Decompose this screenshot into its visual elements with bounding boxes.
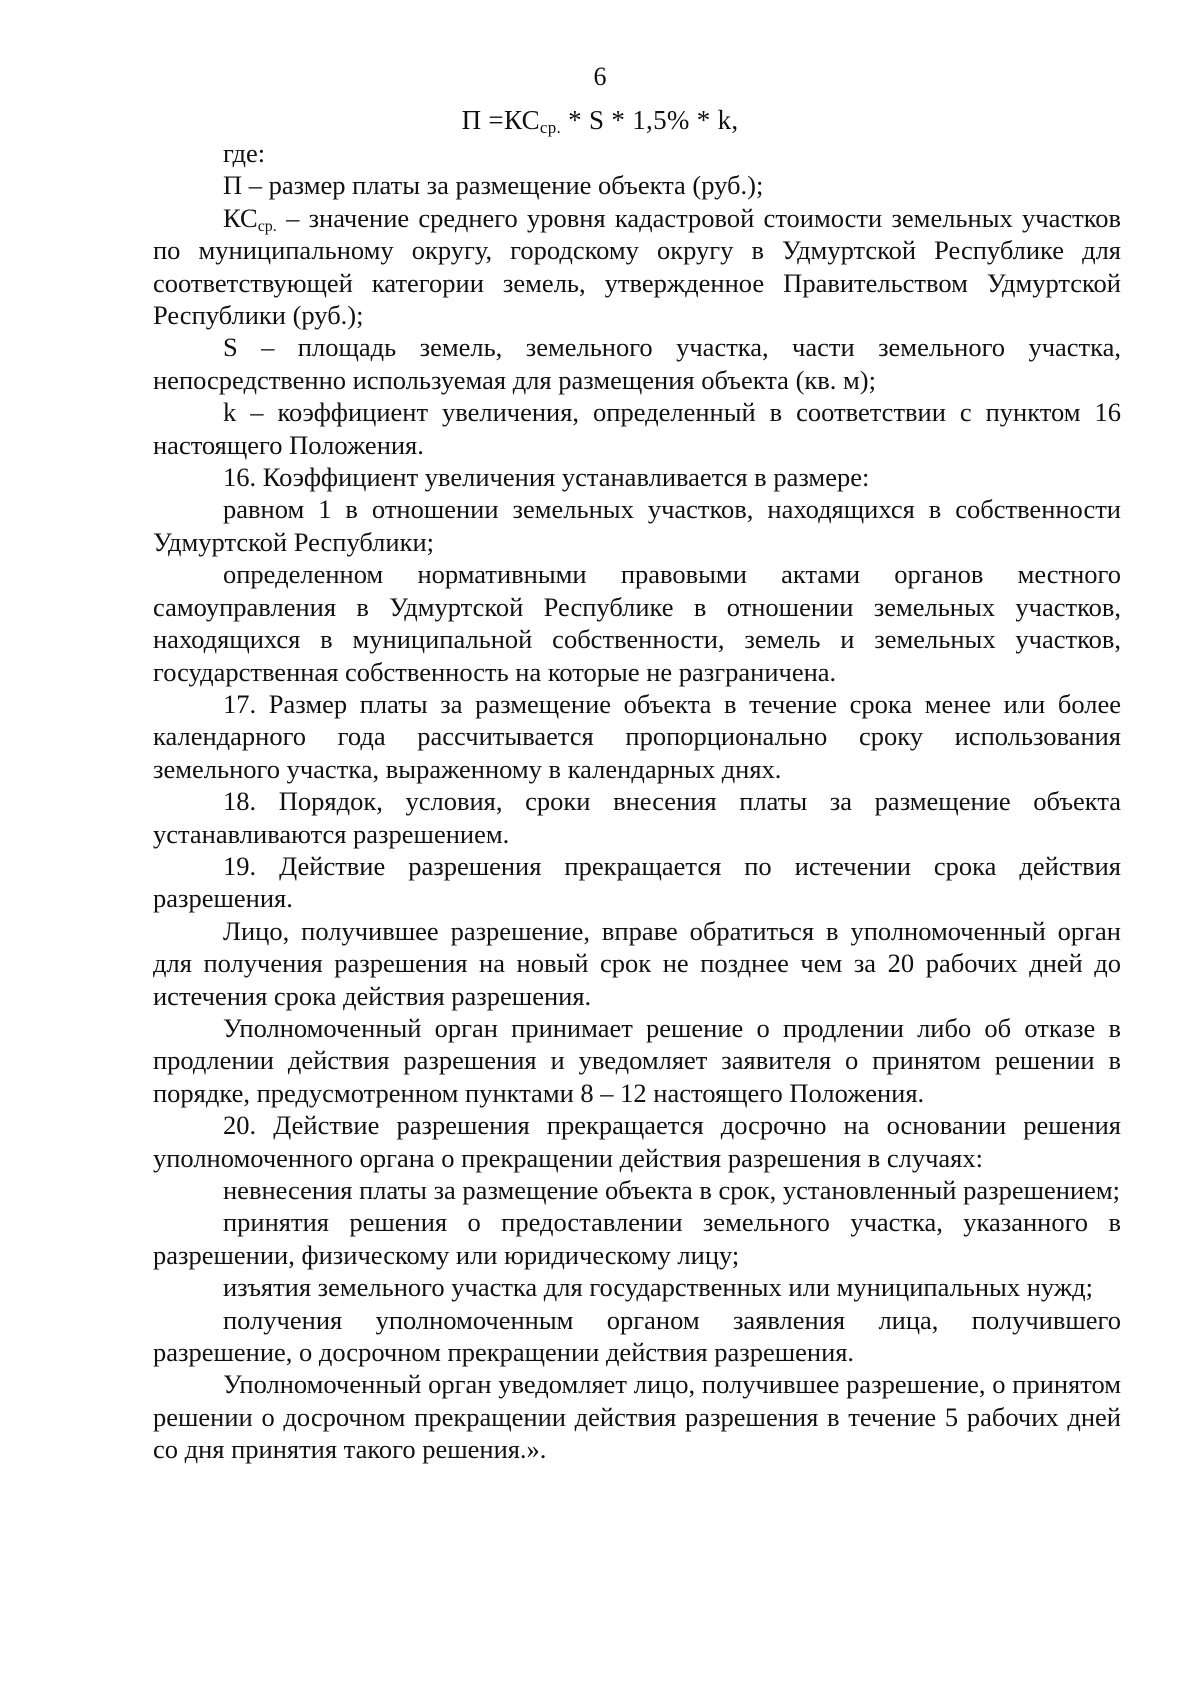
paragraph-20: 20. Действие разрешения прекращается досрочно на основании решения уполномоченного органа о прекращении действия разрешения в случаях: [153,1110,1121,1173]
paragraph-def-s: S – площадь земель, земельного участка, части земельного участка, непосредственно используемая для размещения объекта (кв. м); [153,332,1121,395]
paragraph-16-item-2: определенном нормативными правовыми актами органов местного самоуправления в Удмуртской Республике в отношении земельных участков, находящихся в муниципальной собственности, земель и земельных участков, государственная собственность на которые не разграничена. [153,559,1121,687]
paragraph-17: 17. Размер платы за размещение объекта в течение срока менее или более календарного года рассчитывается пропорционально сроку использования земельного участка, выраженному в календарных днях. [153,688,1121,784]
paragraph-20-case-1: невнесения платы за размещение объекта в срок, установленный разрешением; [223,1175,1121,1205]
paragraph-def-k: k – коэффициент увеличения, определенный в соответствии с пунктом 16 настоящего Положения. [153,397,1121,460]
paragraph-18: 18. Порядок, условия, сроки внесения платы за размещение объекта устанавливаются разрешением. [153,786,1121,849]
document-body [153,137,1121,1466]
paragraph-20-case-2: принятия решения о предоставлении земельного участка, указанного в разрешении, физическому или юридическому лицу; [153,1207,1121,1270]
paragraph-20-case-3: изъятия земельного участка для государственных или муниципальных нужд; [223,1272,1093,1303]
paragraph-19-extension: Лицо, получившее разрешение, вправе обратиться в уполномоченный орган для получения разрешения на новый срок не позднее чем за 20 рабочих дней до истечения срока действия разрешения. [153,915,1121,1011]
paragraph-where: где: [223,138,266,168]
paragraph-20-notice: Уполномоченный орган уведомляет лицо, получившее разрешение, о принятом решении о досрочном прекращении действия разрешения в течение 5 рабочих дней со дня принятия такого решения.». [153,1369,1121,1465]
paragraph-16: 16. Коэффициент увеличения устанавливается в размере: [223,462,870,493]
fee-formula [0,104,1200,136]
ks-definition: – значение среднего уровня кадастровой стоимости земельных участков по муниципальному округу, городскому округу в Удмуртской Республике для соответствующей категории земель, утвержденное Правительством Удмуртской Республики (руб.); [153,202,1121,331]
ks-symbol: КС [223,202,258,233]
paragraph-16-item-1: равном 1 в отношении земельных участков, находящихся в собственности Удмуртской Республики; [153,494,1121,557]
paragraph-19-decision: Уполномоченный орган принимает решение о продлении либо об отказе в продлении действия разрешения и уведомляет заявителя о принятом решении в порядке, предусмотренном пунктами 8 – 12 настоящего Положения. [153,1012,1121,1108]
paragraph-def-ks [153,202,1121,332]
page-number: 6 [593,62,607,91]
formula-subscript: ср. [539,118,562,137]
ks-subscript: ср. [257,217,277,235]
formula-main: П =КС [461,105,540,135]
formula-rest: * S * 1,5% * k, [561,105,739,135]
paragraph-20-case-4: получения уполномоченным органом заявления лица, получившего разрешение, о досрочном прекращении действия разрешения. [153,1304,1121,1368]
paragraph-19: 19. Действие разрешения прекращается по истечении срока действия разрешения. [153,850,1121,914]
paragraph-def-p: П – размер платы за размещение объекта (руб.); [223,170,764,201]
